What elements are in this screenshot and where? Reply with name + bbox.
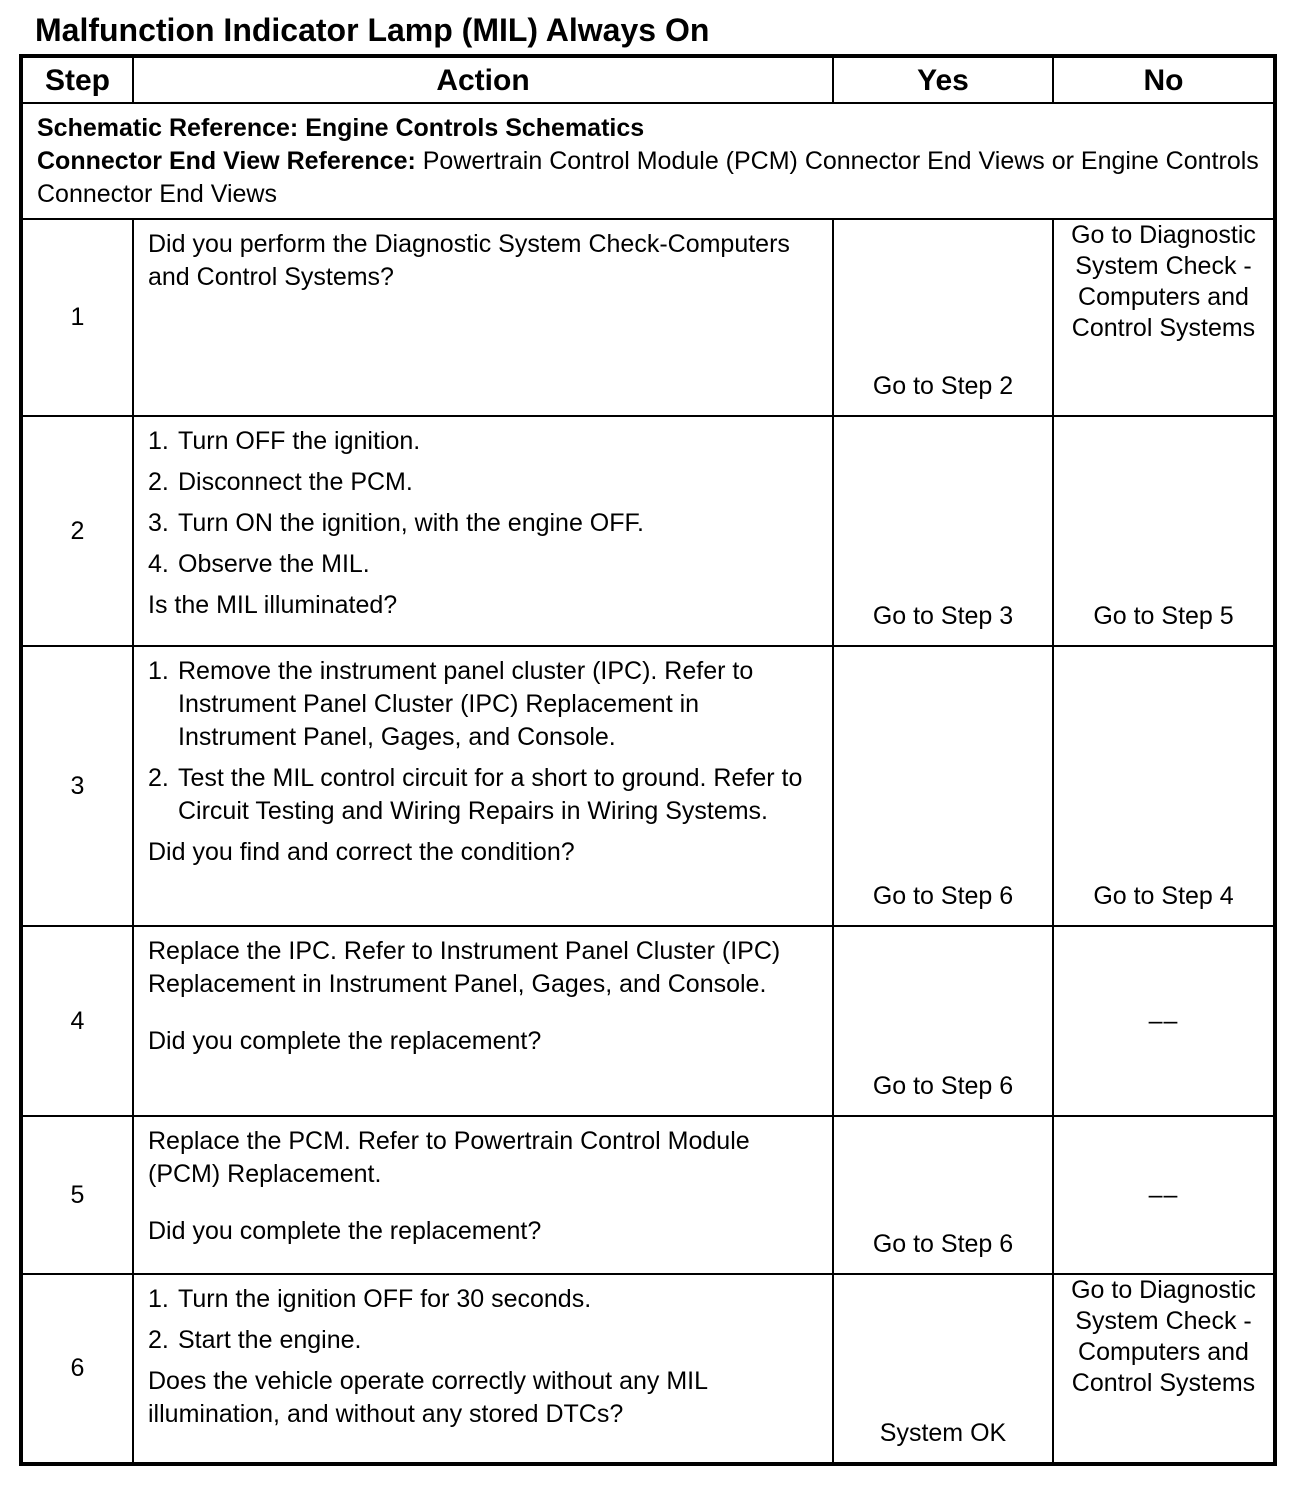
action-cell [133, 1274, 833, 1464]
yes-result: Go to Step 6 [833, 1116, 1053, 1274]
no-result: –– [1053, 1116, 1275, 1274]
action-cell [133, 646, 833, 926]
header-row [21, 56, 1275, 103]
list-item: 1. Turn the ignition OFF for 30 seconds. [148, 1285, 592, 1313]
reference-cell [21, 103, 1275, 219]
no-result: Go to Step 4 [1053, 646, 1275, 926]
table-row [21, 416, 1275, 646]
action-cell [133, 926, 833, 1116]
header-action: Action [133, 56, 833, 103]
page-title: Malfunction Indicator Lamp (MIL) Always On [35, 12, 710, 48]
list-item: 2. Disconnect the PCM. [148, 468, 413, 496]
action-question: Did you complete the replacement? [148, 1027, 542, 1055]
connector-reference-value: Powertrain Control Module (PCM) Connector End Views or Engine Controls Connector End Views [37, 147, 1259, 208]
no-result: Go to Diagnostic System Check - Computers and Control Systems [1053, 219, 1275, 416]
yes-result: Go to Step 2 [833, 219, 1053, 416]
connector-reference-label: Connector End View Reference: [37, 147, 416, 175]
header-no: No [1053, 56, 1275, 103]
no-result: Go to Diagnostic System Check - Computers and Control Systems [1053, 1274, 1275, 1464]
action-question: Did you complete the replacement? [148, 1217, 542, 1245]
yes-result: Go to Step 3 [833, 416, 1053, 646]
step-number: 1 [21, 219, 133, 416]
step-number: 2 [21, 416, 133, 646]
action-cell [133, 416, 833, 646]
yes-result: Go to Step 6 [833, 926, 1053, 1116]
table-row [21, 219, 1275, 416]
header-yes: Yes [833, 56, 1053, 103]
schematic-reference [37, 112, 1259, 145]
no-result: –– [1053, 926, 1275, 1116]
schematic-reference-label: Schematic Reference: [37, 114, 299, 142]
yes-result: System OK [833, 1274, 1053, 1464]
yes-result: Go to Step 6 [833, 646, 1053, 926]
table-row [21, 1116, 1275, 1274]
list-item: 1. Remove the instrument panel cluster (IPC). Refer to Instrument Panel Cluster (IPC) Replacement in Instrument Panel, Gages, and Console. [148, 657, 754, 751]
table-row [21, 926, 1275, 1116]
action-text: Replace the PCM. Refer to Powertrain Control Module (PCM) Replacement. [148, 1127, 750, 1188]
step-number: 4 [21, 926, 133, 1116]
connector-reference [37, 145, 1259, 211]
step-number: 3 [21, 646, 133, 926]
list-item: 3. Turn ON the ignition, with the engine OFF. [148, 509, 644, 537]
action-cell [133, 219, 833, 416]
action-cell [133, 1116, 833, 1274]
list-item: 2. Start the engine. [148, 1326, 362, 1354]
table-row [21, 646, 1275, 926]
list-item: 4. Observe the MIL. [148, 550, 370, 578]
step-number: 6 [21, 1274, 133, 1464]
list-item: 2. Test the MIL control circuit for a short to ground. Refer to Circuit Testing and Wiring Repairs in Wiring Systems. [148, 764, 803, 825]
header-step: Step [21, 56, 133, 103]
list-item: 1. Turn OFF the ignition. [148, 427, 421, 455]
action-text: Did you perform the Diagnostic System Check-Computers and Control Systems? [148, 230, 790, 291]
action-text: Replace the IPC. Refer to Instrument Panel Cluster (IPC) Replacement in Instrument Panel, Gages, and Console. [148, 937, 781, 998]
no-result: Go to Step 5 [1053, 416, 1275, 646]
table-row [21, 1274, 1275, 1464]
action-question: Does the vehicle operate correctly without any MIL illumination, and without any stored DTCs? [148, 1367, 708, 1428]
schematic-reference-value: Engine Controls Schematics [305, 114, 645, 142]
reference-row [21, 103, 1275, 219]
action-question: Is the MIL illuminated? [148, 591, 398, 619]
step-number: 5 [21, 1116, 133, 1274]
diagnostic-table [19, 54, 1277, 1466]
action-question: Did you find and correct the condition? [148, 838, 575, 866]
